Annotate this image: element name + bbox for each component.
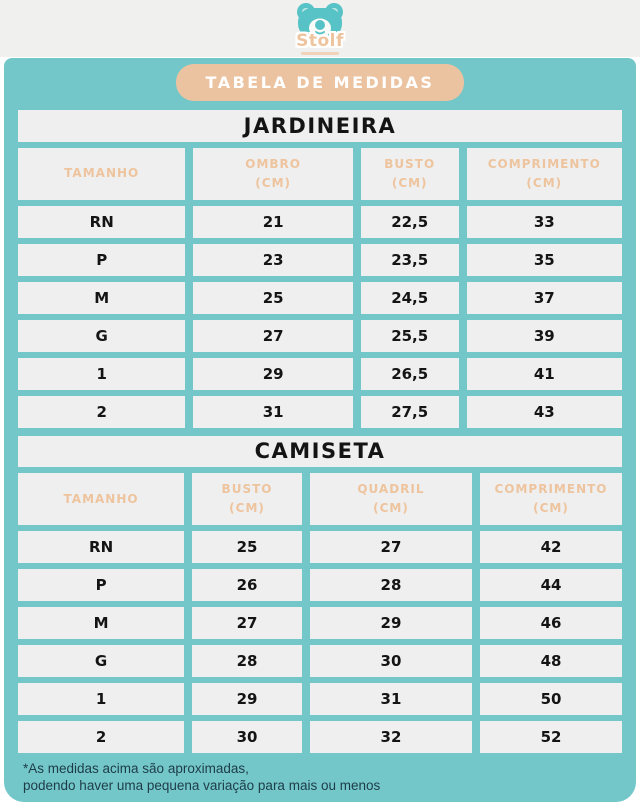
size-cell: G: [18, 645, 184, 677]
column-header: COMPRIMENTO (CM): [480, 473, 622, 525]
column-header: TAMANHO: [18, 473, 184, 525]
size-cell: M: [18, 607, 184, 639]
value-cell: 25: [193, 282, 352, 314]
column-header: OMBRO (CM): [193, 148, 352, 200]
value-cell: 29: [193, 358, 352, 390]
size-chart-panel: [4, 58, 636, 802]
size-cell: P: [18, 569, 184, 601]
size-cell: RN: [18, 206, 185, 238]
section-title-camiseta: CAMISETA: [18, 436, 622, 468]
value-cell: 23: [193, 244, 352, 276]
value-cell: 43: [467, 396, 622, 428]
value-cell: 27: [193, 320, 352, 352]
brand-wordmark: Stolf: [296, 31, 344, 51]
value-cell: 26,5: [361, 358, 459, 390]
value-cell: 30: [192, 721, 302, 753]
value-cell: 22,5: [361, 206, 459, 238]
column-header: QUADRIL (CM): [310, 473, 472, 525]
value-cell: 33: [467, 206, 622, 238]
value-cell: 44: [480, 569, 622, 601]
value-cell: 28: [310, 569, 472, 601]
size-cell: 1: [18, 683, 184, 715]
size-cell: 1: [18, 358, 185, 390]
value-cell: 23,5: [361, 244, 459, 276]
size-cell: P: [18, 244, 185, 276]
value-cell: 35: [467, 244, 622, 276]
footnote-line-2: podendo haver uma pequena variação para mais ou menos: [23, 777, 381, 793]
value-cell: 29: [192, 683, 302, 715]
value-cell: 32: [310, 721, 472, 753]
section-title-jardineira: JARDINEIRA: [18, 110, 622, 142]
size-cell: 2: [18, 721, 184, 753]
value-cell: 27: [192, 607, 302, 639]
value-cell: 25,5: [361, 320, 459, 352]
column-header: TAMANHO: [18, 148, 185, 200]
size-cell: M: [18, 282, 185, 314]
value-cell: 31: [193, 396, 352, 428]
brand-logo: [289, 2, 351, 55]
footnote-line-1: *As medidas acima são aproximadas,: [23, 761, 249, 777]
value-cell: 27: [310, 531, 472, 563]
column-header: COMPRIMENTO (CM): [467, 148, 622, 200]
value-cell: 37: [467, 282, 622, 314]
column-header: BUSTO (CM): [361, 148, 459, 200]
table-camiseta: [18, 473, 622, 753]
value-cell: 21: [193, 206, 352, 238]
value-cell: 30: [310, 645, 472, 677]
size-cell: RN: [18, 531, 184, 563]
size-cell: G: [18, 320, 185, 352]
value-cell: 28: [192, 645, 302, 677]
value-cell: 46: [480, 607, 622, 639]
footnote: [18, 761, 622, 794]
value-cell: 50: [480, 683, 622, 715]
value-cell: 25: [192, 531, 302, 563]
size-cell: 2: [18, 396, 185, 428]
value-cell: 48: [480, 645, 622, 677]
value-cell: 39: [467, 320, 622, 352]
value-cell: 26: [192, 569, 302, 601]
value-cell: 29: [310, 607, 472, 639]
column-header: BUSTO (CM): [192, 473, 302, 525]
top-logo-bar: [0, 0, 640, 57]
value-cell: 52: [480, 721, 622, 753]
value-cell: 27,5: [361, 396, 459, 428]
value-cell: 31: [310, 683, 472, 715]
table-jardineira: [18, 148, 622, 428]
brand-tagline: [301, 52, 339, 55]
value-cell: 41: [467, 358, 622, 390]
value-cell: 42: [480, 531, 622, 563]
chart-title-badge: TABELA DE MEDIDAS: [176, 64, 465, 101]
value-cell: 24,5: [361, 282, 459, 314]
